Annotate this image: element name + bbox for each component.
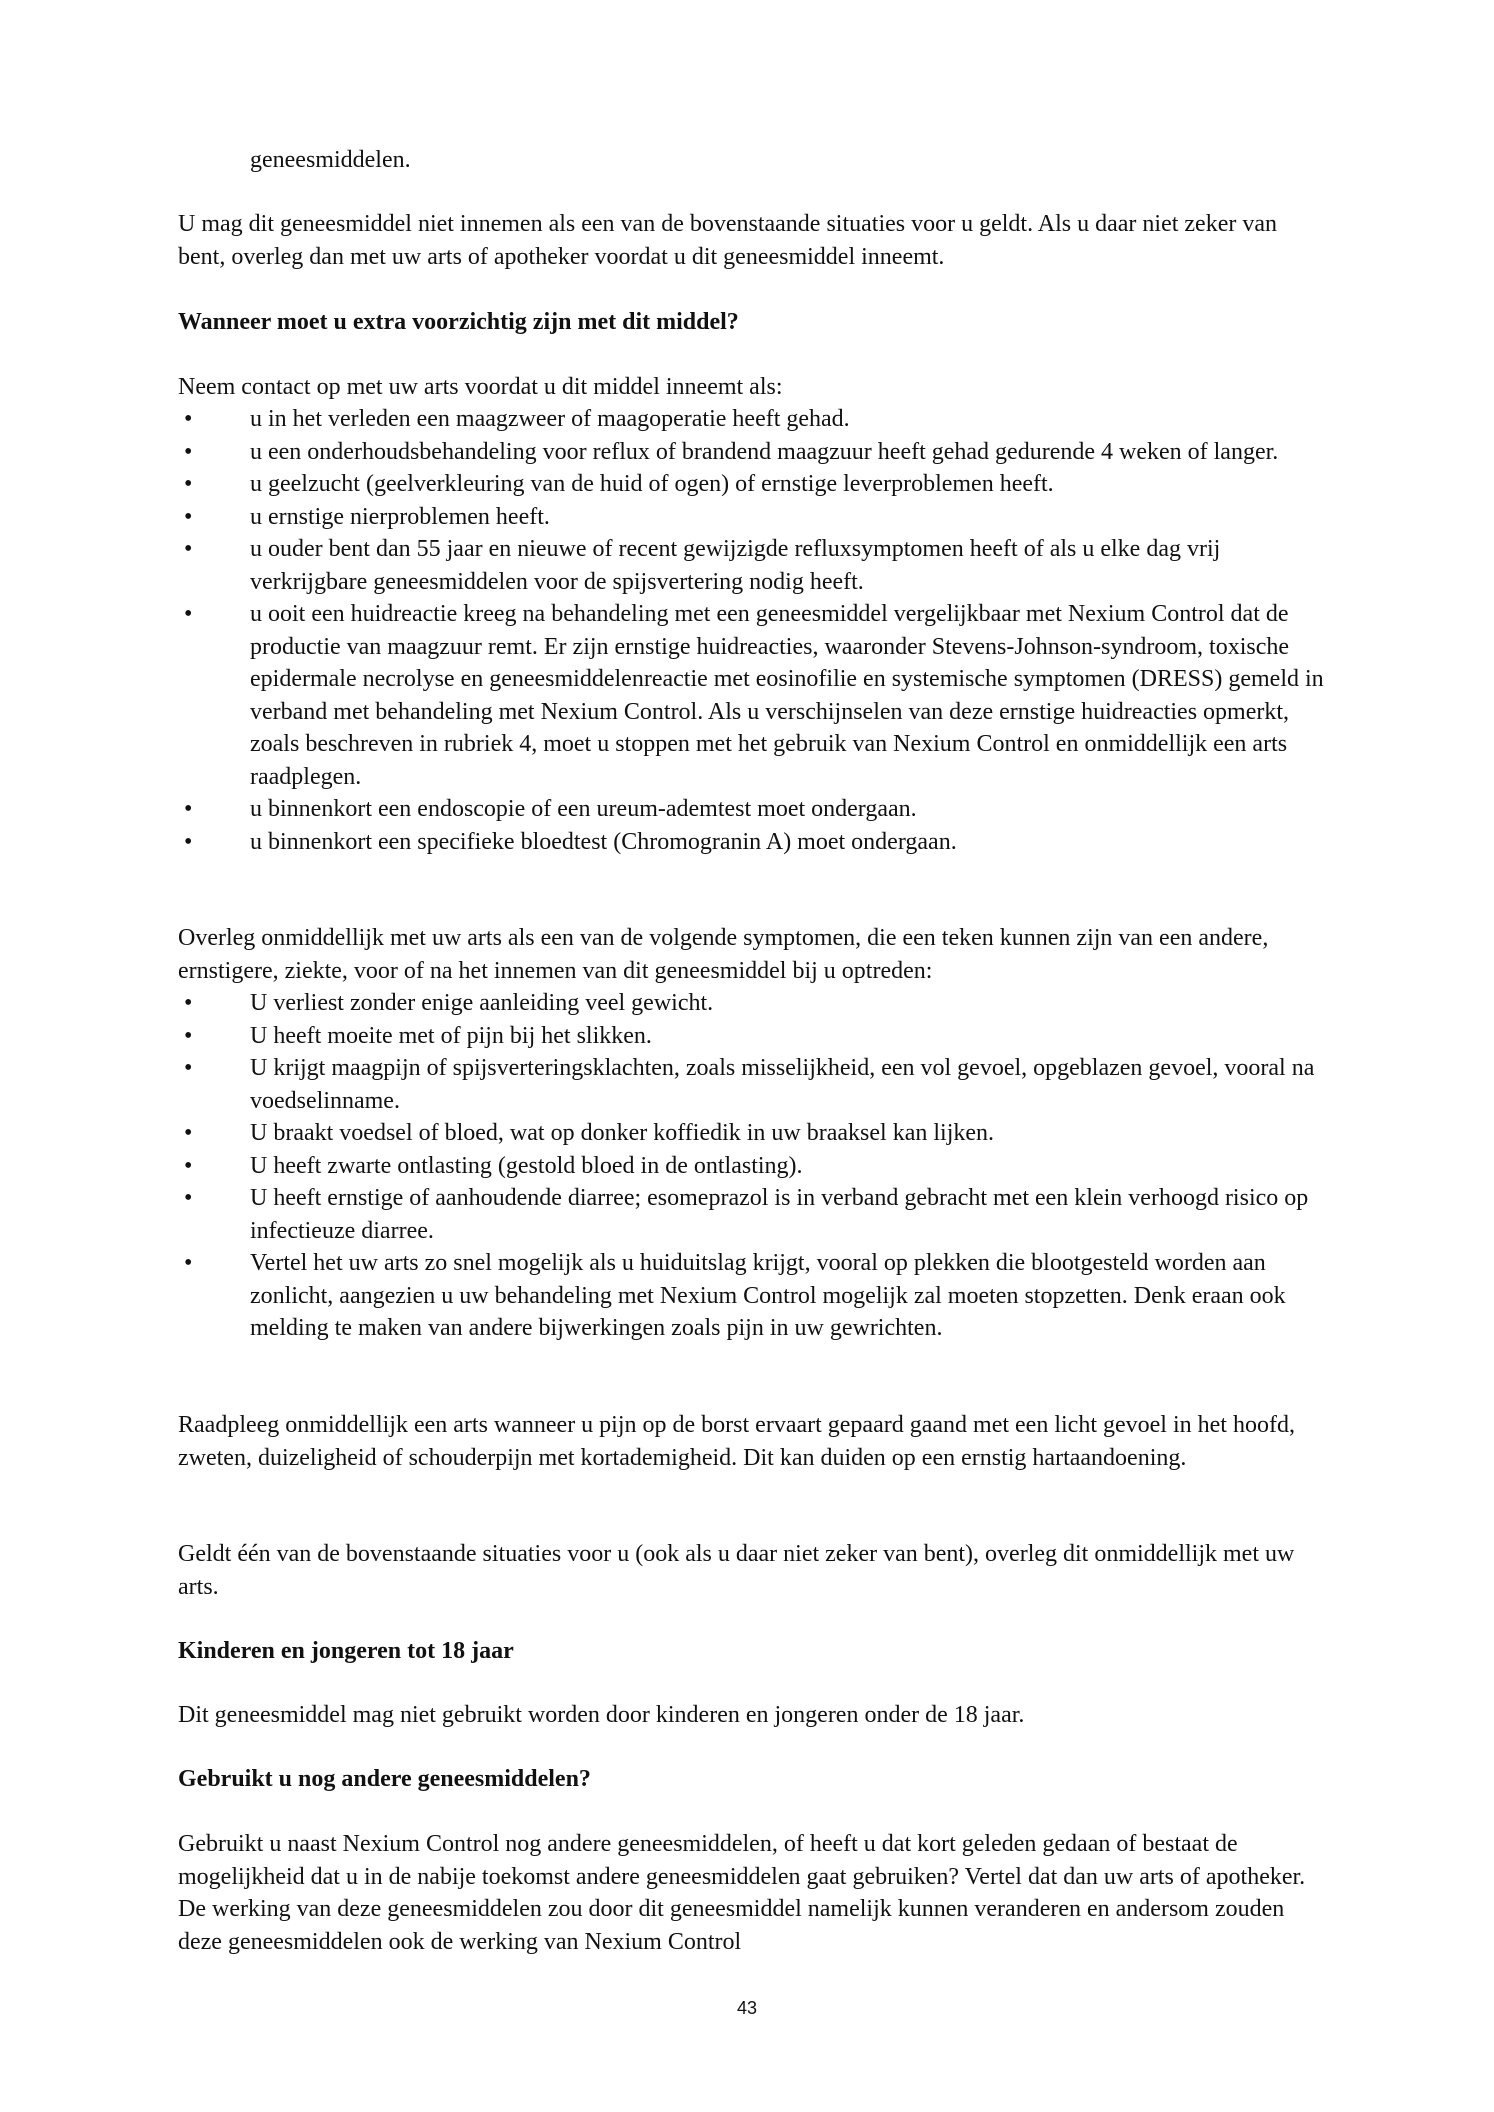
bullet-icon: •: [184, 990, 193, 1016]
list-item: • U heeft ernstige of aanhoudende diarree; esomeprazol is in verband gebracht met een klein verhoogd risico op infectieuze diarree.: [178, 1182, 1328, 1247]
paragraph-not-use: U mag dit geneesmiddel niet innemen als een van de bovenstaande situaties voor u geldt. Als u daar niet zeker van bent, overleg dan met uw arts of apotheker voordat u dit geneesmiddel inneemt.: [178, 211, 1277, 270]
bullet-icon: •: [184, 438, 193, 465]
bullet-icon: •: [184, 1250, 193, 1276]
bullet-icon: •: [184, 1185, 193, 1211]
list-item: • U braakt voedsel of bloed, wat op donker koffiedik in uw braaksel kan lijken.: [178, 1117, 1328, 1150]
paragraph-children: Dit geneesmiddel mag niet gebruikt worden door kinderen en jongeren onder de 18 jaar.: [178, 1702, 1025, 1728]
list-item: • u geelzucht (geelverkleuring van de huid of ogen) of ernstige leverproblemen heeft.: [178, 468, 1328, 501]
list-item: • U verliest zonder enige aanleiding veel gewicht.: [178, 987, 1328, 1020]
list-item: • u ooit een huidreactie kreeg na behandeling met een geneesmiddel vergelijkbaar met Nexium Control dat de productie van maagzuur remt. Er zijn ernstige huidreacties, waaronder Stevens-Johnson-syndroom, toxische epidermale necrolyse en geneesmiddelenreactie met eosinofilie en systemische symptomen (DRESS) gemeld in verband met behandeling met Nexium Control. Als u verschijnselen van deze ernstige huidreacties opmerkt, zoals beschreven in rubriek 4, moet u stoppen met het gebruik van Nexium Control en onmiddellijk een arts raadplegen.: [178, 598, 1328, 793]
contact-list: [178, 403, 1328, 858]
bullet-icon: •: [184, 1120, 193, 1146]
intro-contact: Neem contact op met uw arts voordat u dit middel inneemt als:: [178, 374, 783, 400]
bullet-icon: •: [184, 601, 193, 627]
list-item: • U heeft moeite met of pijn bij het slikken.: [178, 1020, 1328, 1053]
list-item: • U heeft zwarte ontlasting (gestold bloed in de ontlasting).: [178, 1150, 1328, 1183]
paragraph-other-medicines: Gebruikt u naast Nexium Control nog andere geneesmiddelen, of heeft u dat kort geleden gedaan of bestaat de mogelijkheid dat u in de nabije toekomst andere geneesmiddelen gaat gebruiken? Vertel dat dan uw arts of apotheker. De werking van deze geneesmiddelen zou door dit geneesmiddel namelijk kunnen veranderen en andersom zouden deze geneesmiddelen ook de werking van Nexium Control: [178, 1831, 1306, 1955]
continuation-line: geneesmiddelen.: [250, 147, 411, 173]
heading-other-medicines: Gebruikt u nog andere geneesmiddelen?: [178, 1766, 591, 1792]
list-item: • Vertel het uw arts zo snel mogelijk als u huiduitslag krijgt, vooral op plekken die blootgesteld worden aan zonlicht, aangezien u uw behandeling met Nexium Control mogelijk zal moeten stopzetten. Denk eraan ook melding te maken van andere bijwerkingen zoals pijn in uw gewrichten.: [178, 1247, 1328, 1345]
bullet-icon: •: [184, 503, 193, 530]
page-number: 43: [736, 1998, 758, 2018]
paragraph-chest-pain: Raadpleeg onmiddellijk een arts wanneer u pijn op de borst ervaart gepaard gaand met een licht gevoel in het hoofd, zweten, duizeligheid of schouderpijn met kortademigheid. Dit kan duiden op een ernstig hartaandoening.: [178, 1412, 1295, 1471]
heading-caution: Wanneer moet u extra voorzichtig zijn met dit middel?: [178, 309, 739, 335]
bullet-icon: •: [184, 796, 193, 822]
list-item: • U krijgt maagpijn of spijsverteringsklachten, zoals misselijkheid, een vol gevoel, opgeblazen gevoel, vooral na voedselinname.: [178, 1052, 1328, 1117]
bullet-icon: •: [184, 536, 193, 562]
bullet-icon: •: [184, 828, 193, 855]
list-item: • u in het verleden een maagzweer of maagoperatie heeft gehad.: [178, 403, 1328, 436]
intro-symptoms: Overleg onmiddellijk met uw arts als een van de volgende symptomen, die een teken kunnen zijn van een andere, ernstigere, ziekte, voor of na het innemen van dit geneesmiddel bij u optreden:: [178, 925, 1269, 984]
bullet-icon: •: [184, 1055, 193, 1081]
heading-children: Kinderen en jongeren tot 18 jaar: [178, 1638, 514, 1664]
bullet-icon: •: [184, 1022, 193, 1049]
list-item: • u een onderhoudsbehandeling voor reflux of brandend maagzuur heeft gehad gedurende 4 weken of langer.: [178, 436, 1328, 469]
list-item: • u ernstige nierproblemen heeft.: [178, 501, 1328, 534]
list-item: • u binnenkort een specifieke bloedtest (Chromogranin A) moet ondergaan.: [178, 826, 1328, 859]
bullet-icon: •: [184, 471, 193, 497]
list-item: • u ouder bent dan 55 jaar en nieuwe of recent gewijzigde refluxsymptomen heeft of als u elke dag vrij verkrijgbare geneesmiddelen voor de spijsvertering nodig heeft.: [178, 533, 1328, 598]
symptoms-list: [178, 987, 1328, 1345]
paragraph-applies: Geldt één van de bovenstaande situaties voor u (ook als u daar niet zeker van bent), overleg dit onmiddellijk met uw arts.: [178, 1541, 1295, 1600]
list-item: • u binnenkort een endoscopie of een ureum-ademtest moet ondergaan.: [178, 793, 1328, 826]
bullet-icon: •: [184, 406, 193, 432]
bullet-icon: •: [184, 1152, 193, 1179]
